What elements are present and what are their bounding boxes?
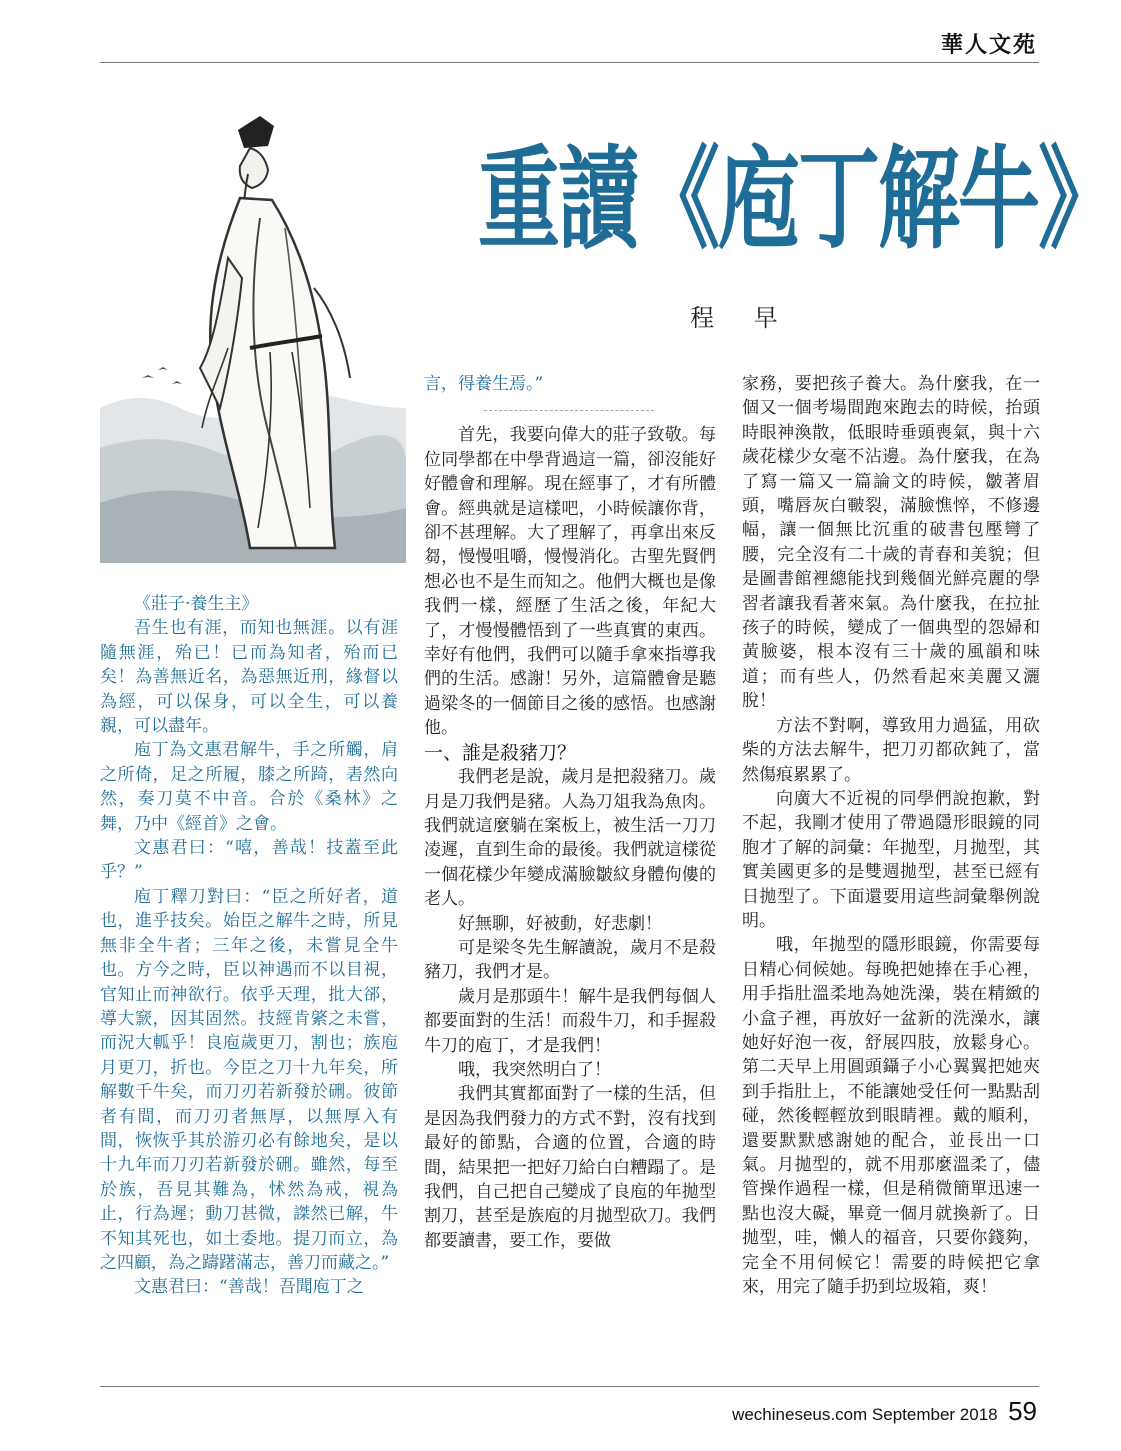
body-paragraph: 歲月是那頭牛！解牛是我們每個人都要面對的生活！而殺牛刀，和手握殺牛刀的庖丁，才是我們！ xyxy=(424,986,716,1056)
body-paragraph: 哦，年拋型的隱形眼鏡，你需要每日精心伺候她。每晚把她捧在手心裡，用手指肚溫柔地為她洗澡，裝在精緻的小盒子裡，再放好一盆新的洗澡水，讓她好好泡一夜，舒展四肢，放鬆身心。第二天早上用圓頭鑷子小心翼翼把她夾到手指肚上，不能讓她受任何一點點刮碰，然後輕輕放到眼睛裡。戴的順利，還要默默感謝她的配合，並長出一口氣。月拋型的，就不用那麼溫柔了，儘管操作過程一樣，但是稍微簡單迅速一點也沒大礙，畢竟一個月就換新了。日拋型，哇，懶人的福音，只要你錢夠，完全不用伺候它！需要的時候把它拿來，用完了隨手扔到垃圾箱，爽！ xyxy=(742,935,1040,1298)
body-paragraph: 好無聊，好被動，好悲劇！ xyxy=(458,913,662,934)
source-title: 《莊子·養生主》 xyxy=(134,594,259,614)
zhuangzi-portrait-illustration xyxy=(100,108,406,563)
body-paragraph: 向廣大不近視的同學們說抱歉，對不起，我剛才使用了帶過隱形眼鏡的同胞才了解的詞彙：年拋型，月拋型，其實美國更多的是雙週拋型，甚至已經有日拋型了。下面還要用這些詞彙舉例說明。 xyxy=(742,788,1040,931)
section-header: 華人文苑 xyxy=(940,32,1037,58)
body-paragraph: 方法不對啊，導致用力過猛，用砍柴的方法去解牛，把刀刃都砍鈍了，當然傷痕累累了。 xyxy=(742,715,1040,785)
body-paragraph: 首先，我要向偉大的莊子致敬。每位同學都在中學背過這一篇，卻沒能好好體會和理解。現在經事了，才有所體會。經典就是這樣吧，小時候讓你背，卻不甚理解。大了理解了，再拿出來反芻，慢慢咀嚼，慢慢消化。古聖先賢們想必也不是生而知之。他們大概也是像我們一樣，經歷了生活之後，年紀大了，才慢慢體悟到了一些真實的東西。幸好有他們，我們可以隨手拿來指導我們的生活。感謝！另外，這篇體會是聽過梁冬的一個節目之後的感悟。也感謝他。 xyxy=(424,425,716,739)
dashed-separator xyxy=(484,396,654,411)
section-heading: 一、誰是殺豬刀？ xyxy=(424,741,577,764)
footer-divider xyxy=(100,1386,1039,1387)
body-column-3 xyxy=(742,372,1040,1299)
sidebar-classic-text xyxy=(100,592,398,1300)
footer-site-date: wechineseus.com September 2018 xyxy=(732,1405,998,1424)
quote-continuation: 言，得養生焉。” xyxy=(424,374,544,394)
body-paragraph: 我們老是說，歲月是把殺豬刀。歲月是刀我們是豬。人為刀俎我為魚肉。我們就這麼躺在案板上，被生活一刀刀凌遲，直到生命的最後。我們就這樣從一個花樣少年變成滿臉皺紋身體佝僂的老人。 xyxy=(424,767,716,910)
article-author: 程 早 xyxy=(690,304,794,332)
classic-paragraph: 庖丁釋刀對曰：“臣之所好者，道也，進乎技矣。始臣之解牛之時，所見無非全牛者；三年之後，未嘗見全牛也。方今之時，臣以神遇而不以目視，官知止而神欲行。依乎天理，批大郤，導大窾，因其固然。技經肯綮之未嘗，而況大軱乎！良庖歲更刀，割也；族庖月更刀，折也。今臣之刀十九年矣，所解數千牛矣，而刀刃若新發於硎。彼節者有間，而刀刃者無厚，以無厚入有間，恢恢乎其於游刃必有餘地矣，是以十九年而刀刃若新發於硎。雖然，每至於族，吾見其難為，怵然為戒，視為止，行為遲；動刀甚微，謋然已解，牛不知其死也，如土委地。提刀而立，為之四顧，為之躊躇滿志，善刀而藏之。” xyxy=(100,886,398,1273)
classic-paragraph: 吾生也有涯，而知也無涯。以有涯隨無涯，殆已！已而為知者，殆而已矣！為善無近名，為惡無近刑，緣督以為經，可以保身，可以全生，可以養親，可以盡年。 xyxy=(100,618,398,737)
page-footer xyxy=(732,1396,1037,1427)
classic-paragraph: 文惠君曰：“善哉！吾聞庖丁之 xyxy=(134,1277,364,1298)
classic-paragraph: 文惠君曰：“嘻，善哉！技蓋至此乎？” xyxy=(100,838,398,883)
classic-paragraph: 庖丁為文惠君解牛，手之所觸，肩之所倚，足之所履，膝之所踦，砉然向然，奏刀莫不中音。合於《桑林》之舞，乃中《經首》之會。 xyxy=(100,740,398,834)
body-paragraph: 哦，我突然明白了！ xyxy=(458,1059,611,1080)
body-column-2 xyxy=(424,372,716,1253)
body-paragraph: 可是梁冬先生解讀說，歲月不是殺豬刀，我們才是。 xyxy=(424,937,716,983)
body-paragraph: 家務，要把孩子養大。為什麼我，在一個又一個考場間跑來跑去的時候，抬頭時眼神渙散，低眼時垂頭喪氣，與十六歲花樣少女毫不沾邊。為什麼我，在為了寫一篇又一篇論文的時候，皺著眉頭，嘴唇灰白皸裂，滿臉憔悴，不修邊幅，讓一個無比沉重的破書包壓彎了腰，完全沒有二十歲的青春和美貌；但是圖書館裡總能找到幾個光鮮亮麗的學習者讓我看著來氣。為什麼我，在拉扯孩子的時候，變成了一個典型的怨婦和黃臉婆，根本沒有三十歲的風韻和味道；而有些人，仍然看起來美麗又灑脫！ xyxy=(742,374,1040,712)
header-divider xyxy=(100,62,1039,63)
page-number: 59 xyxy=(1008,1396,1037,1426)
article-title: 重讀《庖丁解牛》 xyxy=(478,136,1119,265)
body-paragraph: 我們其實都面對了一樣的生活，但是因為我們發力的方式不對，沒有找到最好的節點，合適的位置，合適的時間，結果把一把好刀給白白糟蹋了。是我們，自己把自己變成了良庖的年拋型割刀，甚至是族庖的月拋型砍刀。我們都要讀書，要工作，要做 xyxy=(424,1084,716,1251)
